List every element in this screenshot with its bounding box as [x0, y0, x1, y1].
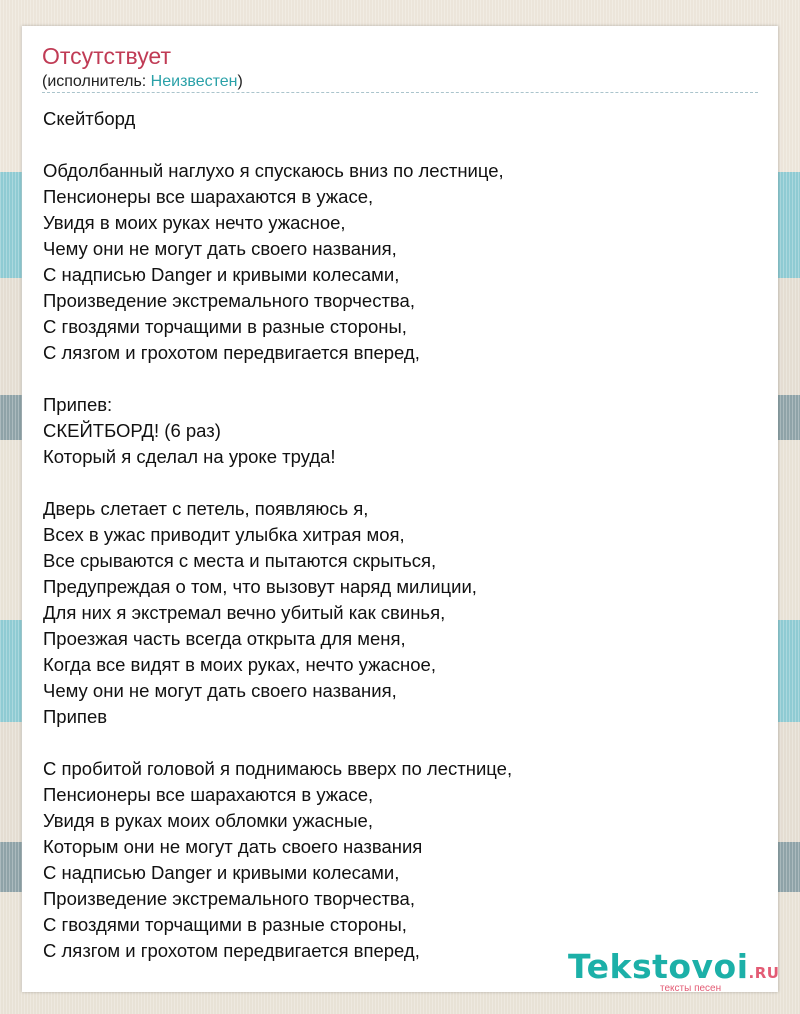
logo-tld: .RU — [748, 964, 780, 982]
artist-link[interactable]: Неизвестен — [150, 73, 238, 90]
lyric-line: СКЕЙТБОРД! (6 раз) — [43, 420, 221, 441]
artist-line — [42, 72, 243, 92]
artist-prefix: (исполнитель: — [42, 73, 151, 90]
lyric-line: Скейтборд — [43, 108, 136, 129]
blank-line — [43, 366, 759, 392]
lyric-line: Припев — [43, 706, 108, 727]
lyric-line: Увидя в моих руках нечто ужасное, — [43, 212, 346, 233]
lyric-line: С пробитой головой я поднимаюсь вверх по лестнице, — [43, 758, 513, 779]
lyric-line: Произведение экстремального творчества, — [43, 888, 415, 909]
lyric-line: Чему они не могут дать своего названия, — [43, 680, 397, 701]
lyric-line: С надписью Danger и кривыми колесами, — [43, 264, 400, 285]
lyrics-text — [43, 106, 759, 964]
logo-name: Tekstovoi — [568, 947, 749, 986]
lyric-line: С гвоздями торчащими в разные стороны, — [43, 914, 407, 935]
blank-line — [43, 132, 759, 158]
lyric-line: Припев: — [43, 394, 113, 415]
lyric-line: Пенсионеры все шарахаются в ужасе, — [43, 186, 374, 207]
lyrics-card — [22, 26, 778, 992]
lyric-line: С лязгом и грохотом передвигается вперед, — [43, 940, 420, 961]
lyric-line: Который я сделал на уроке труда! — [43, 446, 336, 467]
lyric-line: Увидя в руках моих обломки ужасные, — [43, 810, 373, 831]
lyric-line: Все срываются с места и пытаются скрыться, — [43, 550, 437, 571]
lyric-line: Которым они не могут дать своего названия — [43, 836, 423, 857]
divider — [42, 92, 758, 93]
song-title: Отсутствует — [42, 43, 171, 69]
lyric-line: Проезжая часть всегда открыта для меня, — [43, 628, 406, 649]
lyric-line: С надписью Danger и кривыми колесами, — [43, 862, 400, 883]
artist-suffix: ) — [237, 73, 243, 90]
lyric-line: Предупреждая о том, что вызовут наряд милиции, — [43, 576, 477, 597]
lyric-line: Произведение экстремального творчества, — [43, 290, 415, 311]
lyric-line: Дверь слетает с петель, появляюсь я, — [43, 498, 369, 519]
blank-line — [43, 470, 759, 496]
lyric-line: Для них я экстремал вечно убитый как свинья, — [43, 602, 446, 623]
site-logo[interactable] — [568, 947, 778, 993]
lyric-line: С гвоздями торчащими в разные стороны, — [43, 316, 407, 337]
logo-tagline: тексты песен — [660, 983, 722, 994]
lyric-line: Всех в ужас приводит улыбка хитрая моя, — [43, 524, 405, 545]
lyric-line: Когда все видят в моих руках, нечто ужасное, — [43, 654, 436, 675]
lyric-line: С лязгом и грохотом передвигается вперед, — [43, 342, 420, 363]
lyric-line: Обдолбанный наглухо я спускаюсь вниз по лестнице, — [43, 160, 504, 181]
lyric-line: Чему они не могут дать своего названия, — [43, 238, 397, 259]
lyric-line: Пенсионеры все шарахаются в ужасе, — [43, 784, 374, 805]
blank-line — [43, 730, 759, 756]
